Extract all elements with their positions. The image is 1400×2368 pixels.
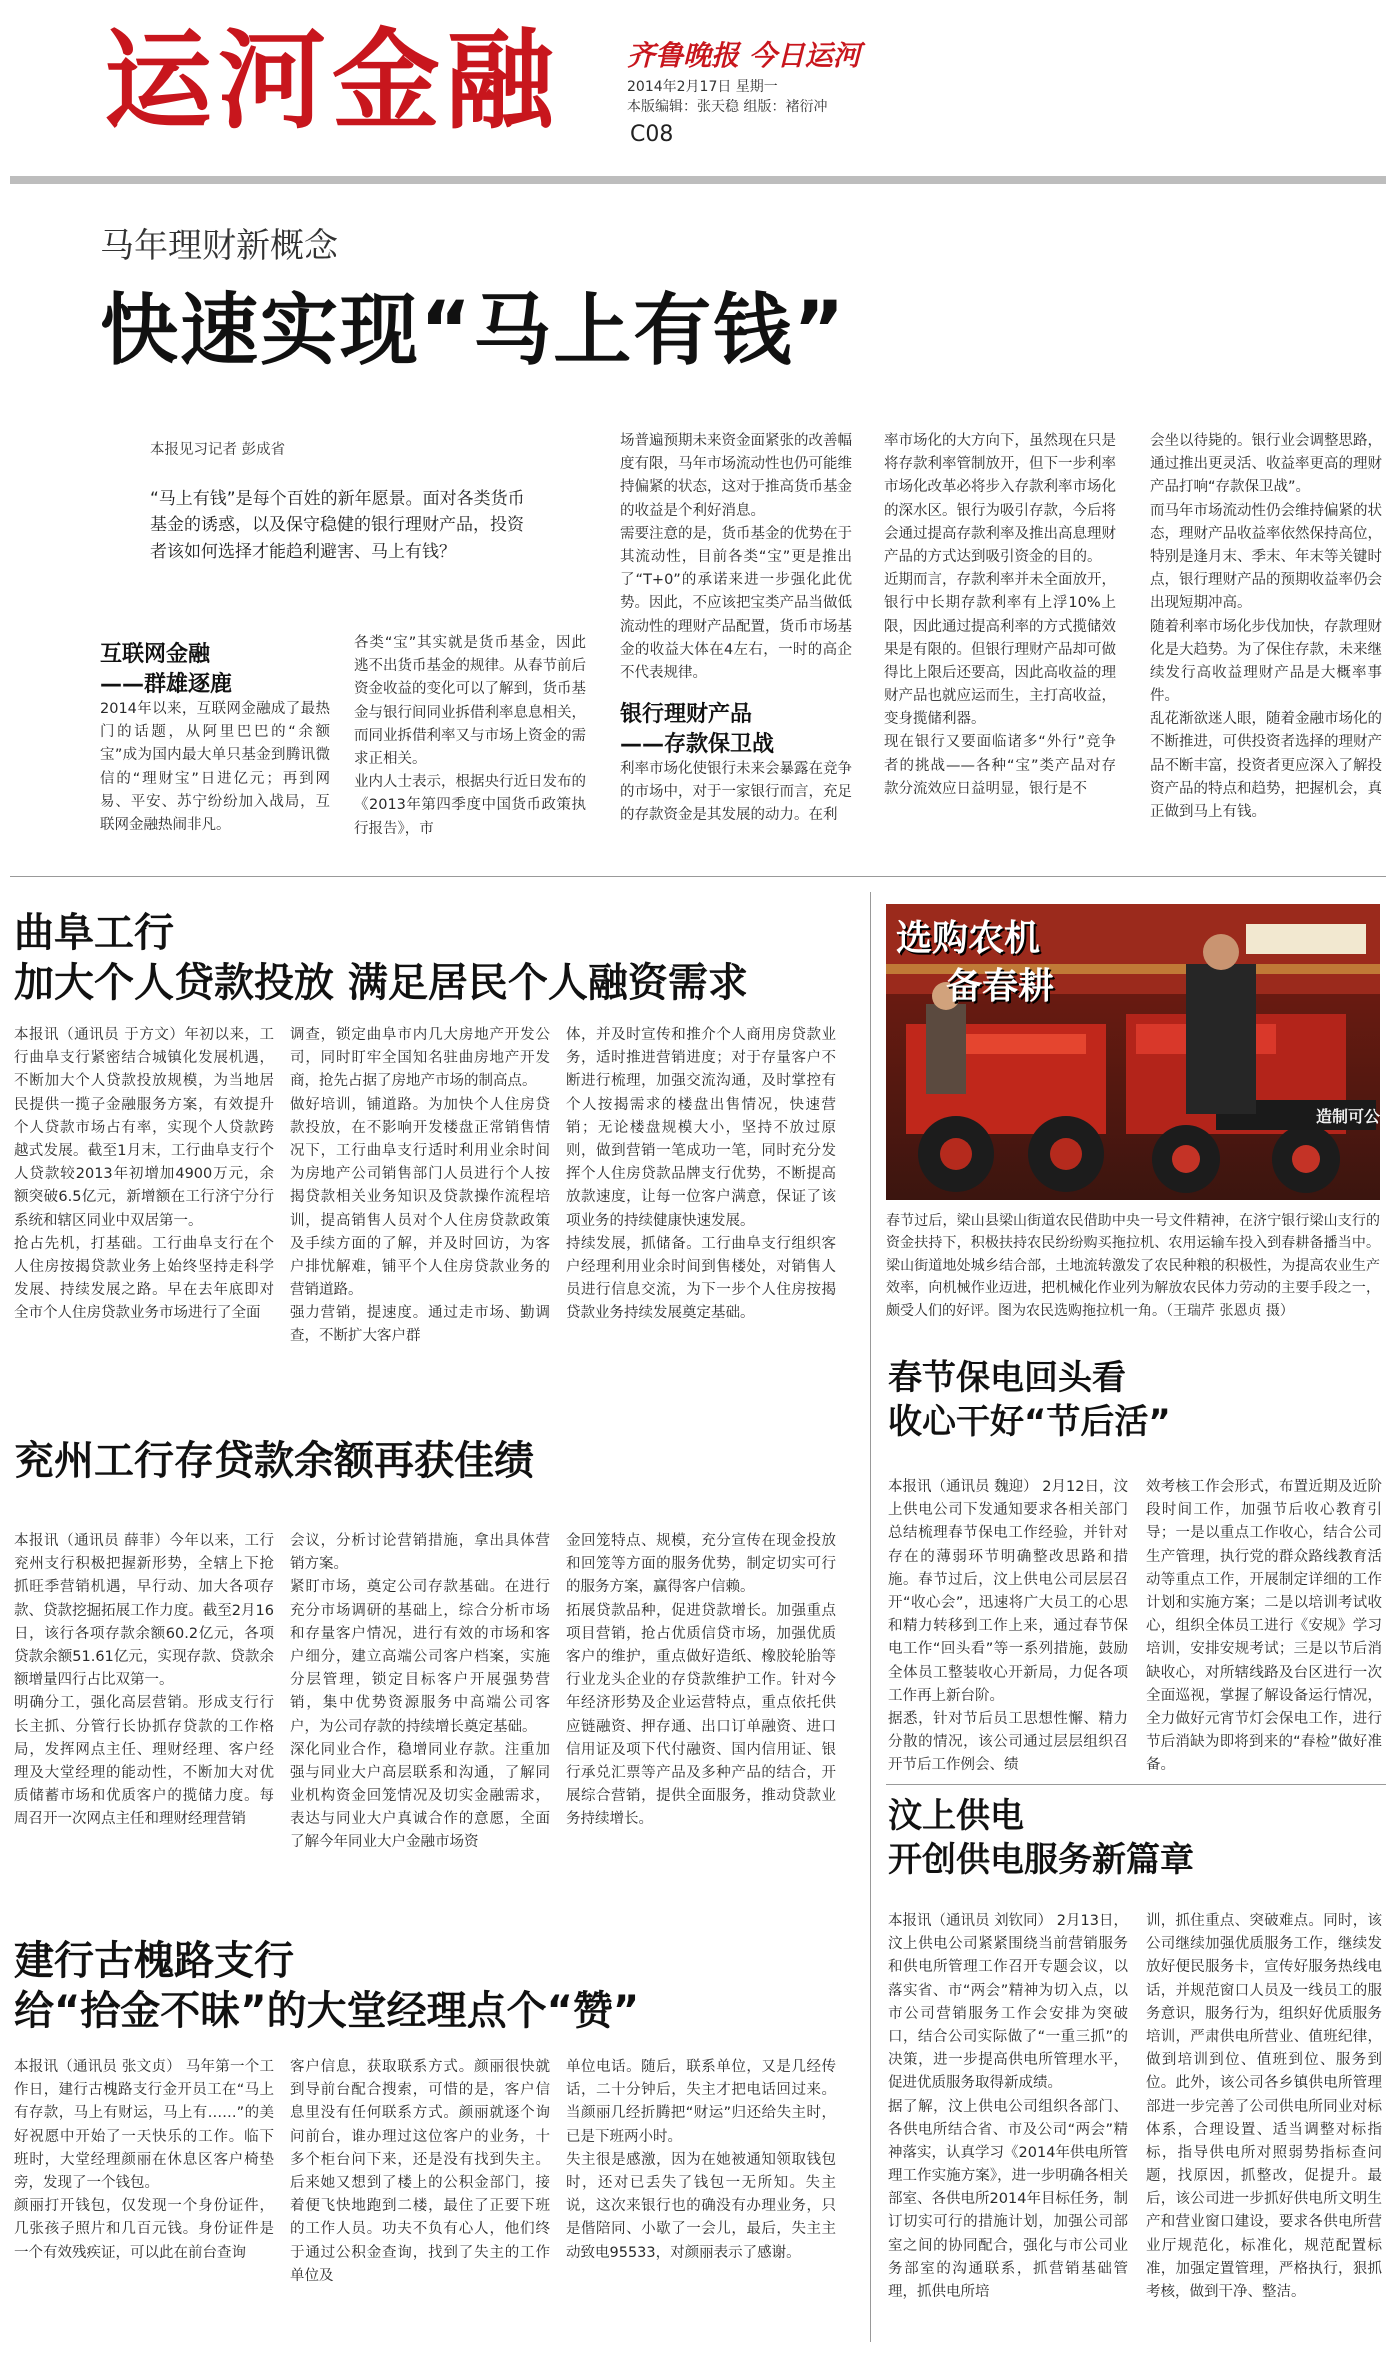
section-divider [10, 876, 1386, 877]
jianhang-col-3: 单位电话。随后，联系单位，又是几经传话，二十分钟后，失主才把电话回过来。当颜丽几经折腾把“财运”归还给失主时，已是下班两小时。 失主很是感激，因为在她被通知领取钱包时，还对已丢失了钱包一无所知。失主说，这次来银行也的确没有办理业务，只是偕陪同、小歇了一会儿，最后，失主主动致电95533，对颜丽表示了感谢。 [566, 2059, 836, 2261]
masthead-rule [10, 176, 1386, 184]
editor-line: 本版编辑：张天稳 组版：褚衍冲 [627, 99, 828, 115]
gongdian-col-2: 训，抓住重点、突破难点。同时，该公司继续加强优质服务工作，继续发放好便民服务卡，宣传好服务热线电话，并规范窗口人员及一线员工的服务意识，服务行为，组织好优质服务培训，严肃供电所营业、值班纪律，做到培训到位、值班到位、服务到位。此外，该公司各乡镇供电所管理部进一步完善了公司供电所同业对标体系，合理设置、适当调整对标指标，指导供电所对照弱势指标查问题，找原因，抓整改，促提升。最后，该公司进一步抓好供电所文明生产和营业窗口建设，要求各供电所营业厅规范化，标准化，规范配置标准，加强定置管理，严格执行，狠抓考核，做到干净、整洁。 [1146, 1913, 1382, 2300]
lead-col-1: 2014年以来，互联网金融成了最热门的话题，从阿里巴巴的“余额宝”成为国内最大单只基金到腾讯微信的“理财宝”日进亿元；再到网易、平安、苏宁纷纷加入战局，互联网金融热闹非凡。 [100, 701, 330, 833]
yanzhou-headline: 兖州工行存贷款余额再获佳绩 [14, 1438, 534, 1484]
yanzhou-col-3: 金回笼特点、规模，充分宣传在现金投放和回笼等方面的服务优势，制定切实可行的服务方案，赢得客户信赖。 拓展贷款品种，促进贷款增长。加强重点项目营销，抢占优质信贷市场，加强优质客户的维护，重点做好造纸、橡胶轮胎等行业龙头企业的存贷款维护工作。针对今年经济形势及企业运营特点，重点依托供应链融资、押存通、出口订单融资、进口信用证及项下代付融资、国内信用证、银行承兑汇票等产品及多种产品的结合，开展综合营销，提供全面服务，推动贷款业务持续增长。 [566, 1533, 836, 1828]
page-number: C08 [630, 122, 674, 147]
baodian-col-1: 本报讯（通讯员 魏迎） 2月12日，汶上供电公司下发通知要求各相关部门总结梳理春节保电工作经验，并针对存在的薄弱环节明确整改思路和措施。春节过后，汶上供电公司层层召开“收心会”，迅速将广大员工的心思和精力转移到工作上来，通过春节保电工作“回头看”等一系列措施，鼓励全体员工整装收心开新局，力促各项工作再上新台阶。 据悉，针对节后员工思想性懈、精力分散的情况，该公司通过层层组织召开节后工作例会、绩 [888, 1479, 1128, 1774]
lead-col-3a: 场普遍预期未来资金面紧张的改善幅度有限，马年市场流动性也仍可能维持偏紧的状态，这对于推高货币基金的收益是个利好消息。 需要注意的是，货币基金的优势在于其流动性，目前各类“宝”更是推出了“T+0”的承诺来进一步强化此优势。因此，不应该把宝类产品当做低流动性的理财产品配置，货币市场基金的收益大体在4左右，一时的高企不代表规律。 [620, 433, 852, 681]
tractor-photo [886, 904, 1380, 1200]
column-divider [870, 892, 871, 2342]
masthead-title: 运河金融 [104, 19, 561, 144]
lead-subhead-bank: 银行理财产品 ——存款保卫战 [620, 702, 775, 757]
lead-col-3b: 利率市场化使银行未来会暴露在竞争的市场中，对于一家银行而言，充足的存款资金是其发展的动力。在利 [620, 761, 852, 824]
qufu-col-2: 调查，锁定曲阜市内几大房地产开发公司，同时盯牢全国知名驻曲房地产开发商，抢先占据了房地产市场的制高点。 做好培训，铺道路。为加快个人住房贷款投放，在不影响开发楼盘正常销售情况下，工行曲阜支行适时利用业余时间为房地产公司销售部门人员进行个人按揭贷款相关业务知识及贷款操作流程培训，提高销售人员对个人住房贷款政策及手续方面的了解，并及时回访，为客户排忧解难，铺平个人住房贷款业务的营销道路。 强力营销，提速度。通过走市场、勤调查，不断扩大客户群 [290, 1027, 550, 1345]
jianhang-col-2: 客户信息，获取联系方式。颜丽很快就到导前台配合搜索，可惜的是，客户信息里没有任何联系方式。颜丽就逐个询问前台，谁办理过这位客户的业务，十多个柜台问下来，还是没有找到失主。后来她又想到了楼上的公积金部门，接着便飞快地跑到二楼，最住了正要下班的工作人员。功夫不负有心人，他们终于通过公积金查询，找到了失主的工作单位及 [290, 2059, 550, 2284]
photo-overlay-line1: 选购农机 [896, 918, 1041, 959]
yanzhou-col-2: 会议，分析讨论营销措施，拿出具体营销方案。 紧盯市场，奠定公司存款基础。在进行充分市场调研的基础上，综合分析市场和存量客户情况，进行有效的市场和客户细分，建立高端公司客户档案，实施分层管理，锁定目标客户开展强势营销，集中优势资源服务中高端公司客户，为公司存款的持续增长奠定基础。 深化同业合作，稳增同业存款。注重加强与同业大户高层联系和沟通，了解同业机构资金回笼情况及切实金融需求，表达与同业大户真诚合作的意愿，全面了解今年同业大户金融市场资 [290, 1533, 550, 1851]
lead-col-2: 各类“宝”其实就是货币基金，因此逃不出货币基金的规律。从春节前后资金收益的变化可以了解到，货币基金与银行间同业拆借利率息息相关，而同业拆借利率又与市场上资金的需求正相关。 业内人士表示，根据央行近日发布的《2013年第四季度中国货币政策执行报告》，市 [354, 635, 586, 837]
jianhang-col-1: 本报讯（通讯员 张文贞） 马年第一个工作日，建行古槐路支行金开员工在“马上有存款，马上有财运，马上有……”的美好祝愿中开始了一天快乐的工作。临下班时，大堂经理颜丽在休息区客户椅垫旁，发现了一个钱包。 颜丽打开钱包，仅发现一个身份证件，几张孩子照片和几百元钱。身份证件是一个有效残疾证，可以此在前台查询 [14, 2059, 274, 2261]
lead-intro: “马上有钱”是每个百姓的新年愿景。面对各类货币基金的诱惑，以及保守稳健的银行理财产品，投资者该如何选择才能趋利避害、马上有钱？ [150, 489, 525, 562]
lead-col-4: 率市场化的大方向下，虽然现在只是将存款利率管制放开，但下一步利率市场化改革必将步入存款利率市场化的深水区。银行为吸引存款，今后将会通过提高存款利率及推出高息理财产品的方式达到吸引资金的目的。 近期而言，存款利率并未全面放开，银行中长期存款利率有上浮10%上限，因此通过提高利率的方式揽储效果是有限的。但银行理财产品却可做得比上限后还要高，因此高收益的理财产品也就应运而生，主打高收益，变身揽储利器。 现在银行又要面临诸多“外行”竞争者的挑战——各种“宝”类产品对存款分流效应日益明显，银行是不 [884, 433, 1116, 797]
yanzhou-col-1: 本报讯（通讯员 薛菲）今年以来，工行兖州支行积极把握新形势，全辖上下抢抓旺季营销机遇，早行动、加大各项存款、贷款挖掘拓展工作力度。截至2月16日，该行各项存款余额60.2亿元，各项贷款余额51.61亿元，实现存款、贷款余额增量四行占比双第一。 明确分工，强化高层营销。形成支行行长主抓、分管行长协抓存贷款的工作格局，发挥网点主任、理财经理、客户经理及大堂经理的能动性，不断加大对优质储蓄市场和优质客户的揽储力度。每周召开一次网点主任和理财经理营销 [14, 1533, 274, 1828]
lead-col-5: 会坐以待毙的。银行业会调整思路，通过推出更灵活、收益率更高的理财产品打响“存款保卫战”。 而马年市场流动性仍会维持偏紧的状态，理财产品收益率依然保持高位，特别是逢月末、季末、年末等关键时点，银行理财产品的预期收益率仍会出现短期冲高。 随着利率市场化步伐加快，存款理财化是大趋势。为了保住存款，未来继续发行高收益理财产品是大概率事件。 乱花渐欲迷人眼，随着金融市场化的不断推进，可供投资者选择的理财产品不断丰富，投资者更应深入了解投资产品的特点和趋势，把握机会，真正做到马上有钱。 [1150, 433, 1382, 820]
jianhang-headline: 建行古槐路支行 给“拾金不昧”的大堂经理点个“赞” [14, 1938, 640, 2034]
baodian-col-2: 效考核工作会形式，布置近期及近阶段时间工作，加强节后收心教育引导；一是以重点工作收心，结合公司生产管理，执行党的群众路线教育活动等重点工作，开展制定详细的工作计划和实施方案；二是以培训考试收心，组织全体员工进行《安规》学习培训，安排安规考试；三是以节后消缺收心，对所辖线路及台区进行一次全面巡视，掌握了解设备运行情况，全力做好元宵节灯会保电工作，进行节后消缺为即将到来的“春检”做好准备。 [1146, 1479, 1382, 1774]
gongdian-col-1: 本报讯（通讯员 刘钦同） 2月13日，汶上供电公司紧紧围绕当前营销服务和供电所管理工作召开专题会议，以落实省、市“两会”精神为切入点，以市公司营销服务工作会安排为突破口，结合公司实际做了“一重三抓”的决策，进一步提高供电所管理水平，促进优质服务取得新成绩。 据了解，汶上供电公司组织各部门、各供电所结合省、市及公司“两会”精神落实，认真学习《2014年供电所管理工作实施方案》，进一步明确各相关部室、各供电所2014年目标任务，制订切实可行的措施计划，加强公司部室之间的协同配合，强化与市公司业务部室的沟通联系，抓营销基础管理，抓供电所培 [888, 1913, 1128, 2300]
right-divider [886, 1784, 1386, 1785]
photo-overlay-line2: 备春耕 [946, 966, 1055, 1007]
lead-headline: 快速实现“马上有钱” [100, 286, 847, 376]
date-line: 2014年2月17日 星期一 [627, 79, 778, 95]
photo-banner-text: 造制可公 [1316, 1107, 1380, 1126]
qufu-headline: 曲阜工行 加大个人贷款投放 满足居民个人融资需求 [14, 910, 748, 1006]
lead-subhead-internet: 互联网金融 ——群雄逐鹿 [100, 642, 233, 697]
lead-byline: 本报见习记者 彭成省 [150, 442, 286, 458]
qufu-col-3: 体，并及时宣传和推介个人商用房贷款业务，适时推进营销进度；对于存量客户不断进行梳理，加强交流沟通，及时掌控有个人按揭需求的楼盘出售情况，快速营销；无论楼盘规模大小，坚持不放过原则，做到营销一笔成功一笔，同时充分发挥个人住房贷款品牌支行优势，不断提高放款速度，让每一位客户满意，保证了该项业务的持续健康快速发展。 持续发展，抓储备。工行曲阜支行组织客户经理利用业余时间到售楼处，对销售人员进行信息交流，为下一步个人住房按揭贷款业务持续发展奠定基础。 [566, 1027, 836, 1322]
paper-name: 齐鲁晚报 今日运河 [627, 39, 861, 72]
baodian-headline: 春节保电回头看 收心干好“节后活” [888, 1358, 1171, 1443]
photo-caption: 春节过后，梁山县梁山街道农民借助中央一号文件精神，在济宁银行梁山支行的资金扶持下，积极扶持农民纷纷购买拖拉机、农用运输车投入到春耕备播当中。梁山街道地处城乡结合部，土地流转激发了农民种粮的积极性，为提高农业生产效率，向机械作业迈进，把机械化作业列为解放农民体力劳动的主要手段之一，颇受人们的好评。图为农民选购拖拉机一角。（王瑞芹 张恩贞 摄） [886, 1213, 1380, 1319]
qufu-col-1: 本报讯（通讯员 于方文）年初以来，工行曲阜支行紧密结合城镇化发展机遇，不断加大个人贷款投放规模，为当地居民提供一揽子金融服务方案，有效提升个人贷款市场占有率，实现个人贷款跨越式发展。截至1月末，工行曲阜支行个人贷款较2013年初增加4900万元，余额突破6.5亿元，新增额在工行济宁分行系统和辖区同业中双居第一。 抢占先机，打基础。工行曲阜支行在个人住房按揭贷款业务上始终坚持走科学发展、持续发展之路。早在去年底即对全市个人住房贷款业务市场进行了全面 [14, 1027, 274, 1322]
gongdian-headline: 汶上供电 开创供电服务新篇章 [888, 1796, 1194, 1881]
lead-kicker: 马年理财新概念 [100, 226, 338, 266]
